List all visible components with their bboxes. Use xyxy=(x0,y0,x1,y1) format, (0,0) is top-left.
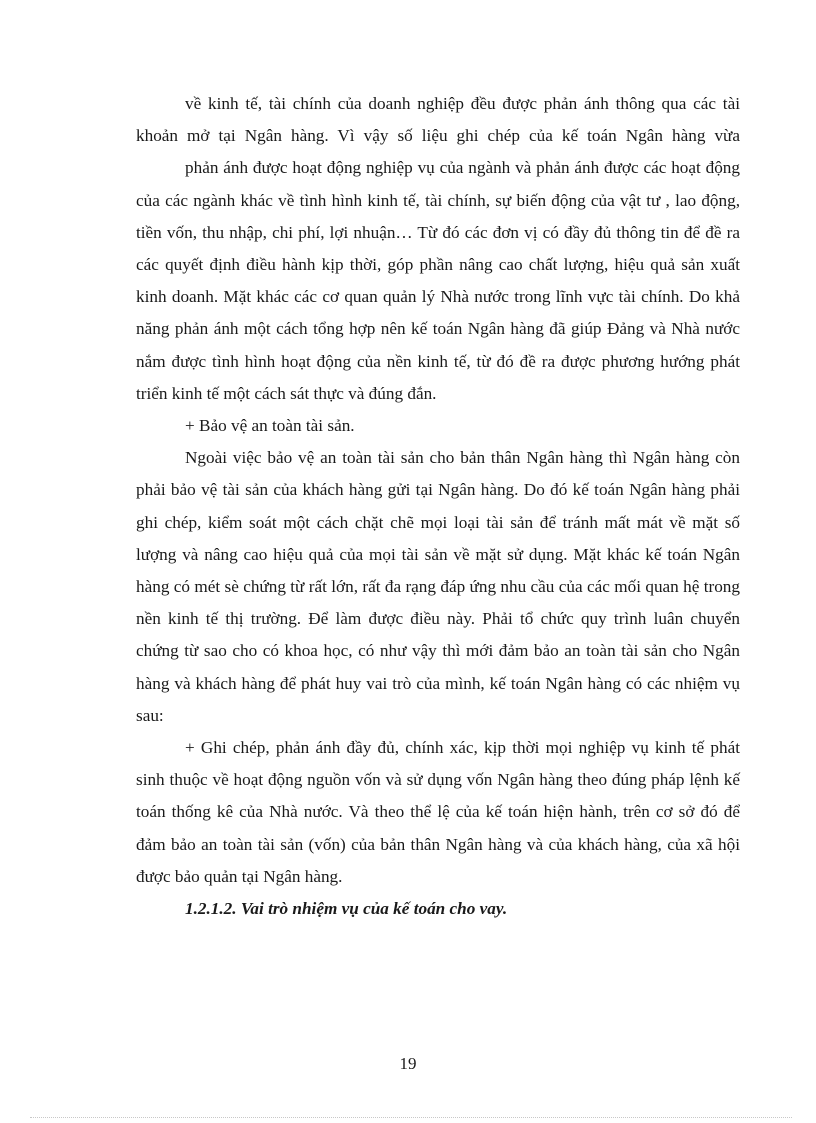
page-bottom-rule xyxy=(30,1117,792,1118)
body-text xyxy=(136,88,740,925)
section-heading: 1.2.1.2. Vai trò nhiệm vụ của kế toán cho vay. xyxy=(185,899,508,919)
paragraph-asset-protection-title: + Bảo vệ an toàn tài sản. xyxy=(185,416,355,436)
paragraph-role-reflection: phản ánh được hoạt động nghiệp vụ của ngành và phản ánh được các hoạt động của các ngành khác về tình hình kinh tế, tài chính, sự biến động của vật tư , lao động, tiền vốn, thu nhập, chi phí, lợi nhuận… Từ đó các đơn vị có đầy đủ thông tin để đề ra các quyết định điều hành kịp thời, góp phần nâng cao chất lượng, hiệu quả sản xuất kinh doanh. Mặt khác các cơ quan quản lý Nhà nước trong lĩnh vực tài chính. Do khả năng phản ánh một cách tổng hợp nên kế toán Ngân hàng đã giúp Đảng và Nhà nước nắm được tình hình hoạt động của nền kinh tế, từ đó đề ra được phương hướng phát triển kinh tế một cách sát thực và đúng đắn. xyxy=(136,158,740,403)
paragraph-asset-protection: Ngoài việc bảo vệ an toàn tài sản cho bản thân Ngân hàng thì Ngân hàng còn phải bảo vệ tài sản của khách hàng gửi tại Ngân hàng. Do đó kế toán Ngân hàng phải ghi chép, kiểm soát một cách chặt chẽ mọi loại tài sản để tránh mất mát về mặt số lượng và nâng cao hiệu quả của mọi tài sản về mặt sử dụng. Mặt khác kế toán Ngân hàng có mét sè chứng từ rất lớn, rất đa rạng đáp ứng nhu cầu của các mối quan hệ trong nền kinh tế thị trường. Để làm được điều này. Phải tổ chức quy trình luân chuyển chứng từ sao cho có khoa học, có như vậy thì mới đảm bảo an toàn tài sản cho Ngân hàng và khách hàng để phát huy vai trò của mình, kế toán Ngân hàng có các nhiệm vụ sau: xyxy=(136,448,740,725)
page-number: 19 xyxy=(399,1054,417,1073)
paragraph-continued: về kinh tế, tài chính của doanh nghiệp đều được phản ánh thông qua các tài khoản mở tại Ngân hàng. Vì vậy số liệu ghi chép của kế toán Ngân hàng vừa xyxy=(136,94,740,146)
paragraph-duties: + Ghi chép, phản ánh đầy đủ, chính xác, kịp thời mọi nghiệp vụ kinh tế phát sinh thuộc về hoạt động nguồn vốn và sử dụng vốn Ngân hàng theo đúng pháp lệnh kế toán thống kê của Nhà nước. Và theo thể lệ của kế toán hiện hành, trên cơ sở đó để đảm bảo an toàn tài sản (vốn) của bản thân Ngân hàng và của khách hàng, của xã hội được bảo quản tại Ngân hàng. xyxy=(136,738,740,886)
